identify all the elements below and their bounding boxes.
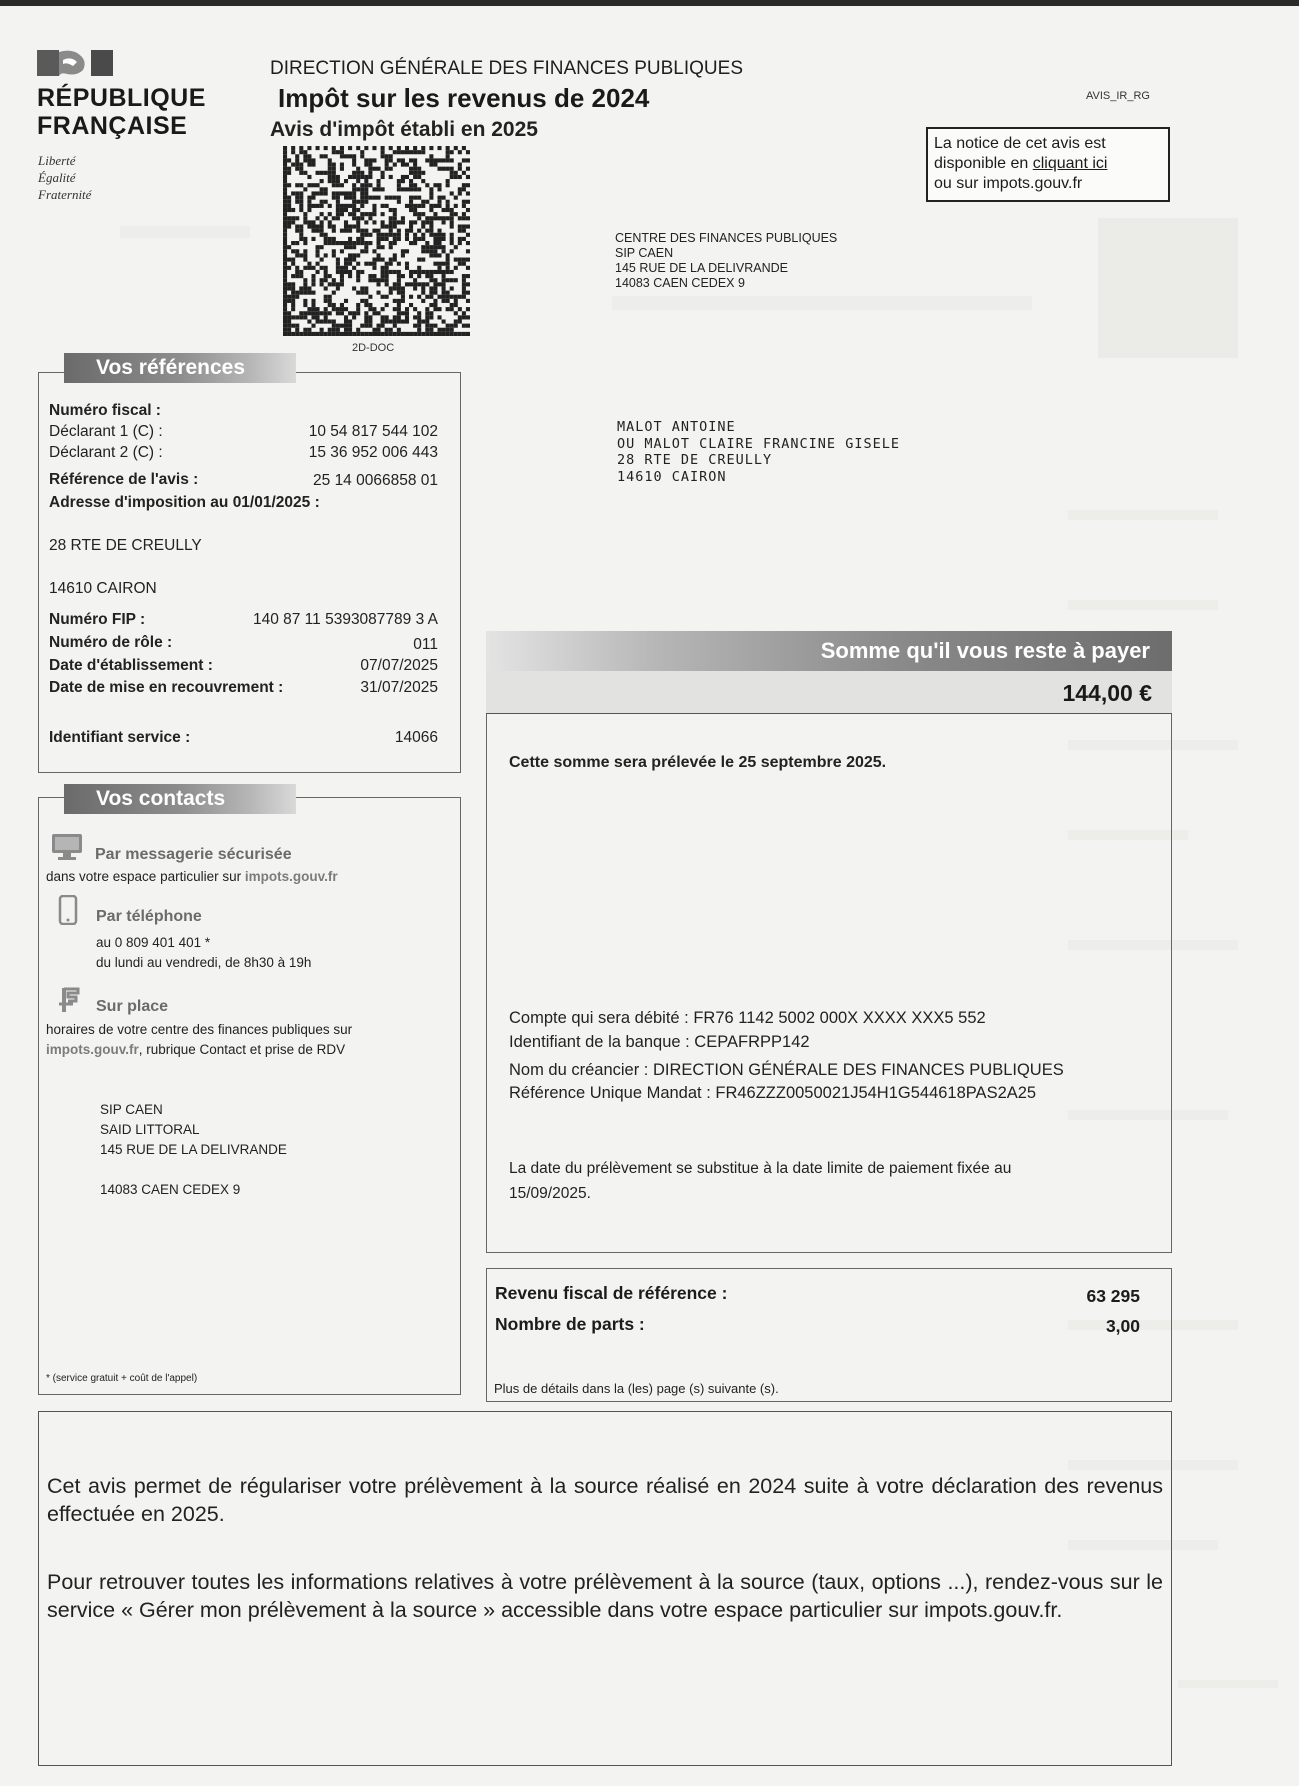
payment-title: Somme qu'il vous reste à payer bbox=[486, 631, 1172, 671]
service-value: 14066 bbox=[394, 729, 438, 746]
info-paragraph-2: Pour retrouver toutes les informations relatives à votre prélèvement à la source (taux, options ...), rendez-vous sur le service « Gérer mon prélèvement à la source » accessible dans votre espace particulier sur impots.gouv.fr. bbox=[47, 1570, 1163, 1622]
avis-code: AVIS_IR_RG bbox=[1086, 90, 1150, 102]
republique-francaise-logotype: RÉPUBLIQUE FRANÇAISE bbox=[37, 84, 206, 140]
contacts-title: Vos contacts bbox=[64, 784, 296, 814]
messagerie-text: dans votre espace particulier sur impots.gouv.fr bbox=[46, 869, 338, 884]
declarant1-value: 10 54 817 544 102 bbox=[308, 423, 438, 440]
2d-doc-label: 2D-DOC bbox=[352, 342, 395, 354]
declarant1-label: Déclarant 1 (C) : bbox=[49, 423, 163, 440]
place-link[interactable]: impots.gouv.fr bbox=[46, 1042, 139, 1057]
reference-unique-mandat: Référence Unique Mandat : FR46ZZZ0050021J54H1G544618PAS2A25 bbox=[509, 1084, 1037, 1102]
substitution-line-1: La date du prélèvement se substitue à la date limite de paiement fixée au bbox=[509, 1160, 1012, 1177]
declarant2-label: Déclarant 2 (C) : bbox=[49, 444, 163, 461]
notice-line-2: disponible en cliquant ici bbox=[934, 155, 1108, 172]
place-text-2: impots.gouv.fr, rubrique Contact et prise de RDV bbox=[46, 1042, 346, 1057]
service-label: Identifiant service : bbox=[49, 729, 191, 746]
contacts-footnote: * (service gratuit + coût de l'appel) bbox=[46, 1373, 198, 1384]
compte-debite: Compte qui sera débité : FR76 1142 5002 000X XXXX XXX5 552 bbox=[509, 1009, 986, 1027]
declarant2-value: 15 36 952 006 443 bbox=[308, 444, 438, 461]
recouvrement-value: 31/07/2025 bbox=[360, 679, 438, 696]
adresse-line-2: 14610 CAIRON bbox=[49, 580, 157, 597]
fip-value: 140 87 11 5393087789 3 A bbox=[252, 611, 438, 628]
nom-creancier: Nom du créancier : DIRECTION GÉNÉRALE DES FINANCES PUBLIQUES bbox=[509, 1061, 1064, 1079]
rfr-value: 63 295 bbox=[1086, 1286, 1140, 1306]
numero-fiscal-label: Numéro fiscal : bbox=[49, 402, 161, 419]
role-value: 011 bbox=[413, 636, 438, 653]
fip-label: Numéro FIP : bbox=[49, 611, 146, 628]
details-text: Plus de détails dans la (les) page (s) suivante (s). bbox=[494, 1381, 779, 1396]
messagerie-heading: Par messagerie sécurisée bbox=[95, 846, 292, 863]
marianne-logo-icon bbox=[37, 48, 113, 78]
notice-box bbox=[926, 127, 1170, 202]
adresse-imposition-label: Adresse d'imposition au 01/01/2025 : bbox=[49, 494, 320, 511]
parts-label: Nombre de parts : bbox=[495, 1314, 645, 1334]
contact-address: SIP CAEN SAID LITTORAL 145 RUE DE LA DELIVRANDE 14083 CAEN CEDEX 9 bbox=[100, 1102, 287, 1197]
notice-line-1: La notice de cet avis est bbox=[934, 135, 1106, 152]
notice-link[interactable]: cliquant ici bbox=[1032, 155, 1108, 172]
motto: Liberté Égalité Fraternité bbox=[38, 153, 92, 202]
recouvrement-label: Date de mise en recouvrement : bbox=[49, 679, 284, 696]
tax-office-address: CENTRE DES FINANCES PUBLIQUES SIP CAEN 145 RUE DE LA DELIVRANDE 14083 CAEN CEDEX 9 bbox=[615, 231, 838, 290]
references-title: Vos références bbox=[64, 353, 296, 383]
document-title: Impôt sur les revenus de 2024 bbox=[278, 83, 650, 113]
messagerie-link[interactable]: impots.gouv.fr bbox=[244, 869, 338, 884]
telephone-heading: Par téléphone bbox=[96, 908, 202, 925]
telephone-number: au 0 809 401 401 * bbox=[96, 935, 211, 950]
parts-value: 3,00 bbox=[1105, 1316, 1140, 1336]
payment-amount-bar bbox=[486, 671, 1172, 714]
prelevement-date: Cette somme sera prélevée le 25 septembre 2025. bbox=[509, 754, 887, 771]
place-text-1: horaires de votre centre des finances publiques sur bbox=[46, 1022, 353, 1037]
recipient-address: MALOT ANTOINE OU MALOT CLAIRE FRANCINE GISELE 28 RTE DE CREULLY 14610 CAIRON bbox=[617, 419, 900, 485]
adresse-line-1: 28 RTE DE CREULLY bbox=[49, 537, 202, 554]
reference-avis-label: Référence de l'avis : bbox=[49, 471, 199, 488]
notice-line-3: ou sur impots.gouv.fr bbox=[934, 175, 1083, 192]
public-finance-icon bbox=[58, 986, 80, 1014]
substitution-line-2: 15/09/2025. bbox=[509, 1185, 591, 1202]
role-label: Numéro de rôle : bbox=[49, 634, 173, 651]
rfr-label: Revenu fiscal de référence : bbox=[495, 1283, 728, 1303]
telephone-hours: du lundi au vendredi, de 8h30 à 19h bbox=[96, 955, 312, 970]
phone-icon bbox=[58, 895, 78, 925]
etablissement-label: Date d'établissement : bbox=[49, 657, 213, 674]
place-heading: Sur place bbox=[96, 998, 169, 1015]
2d-doc-barcode bbox=[283, 146, 470, 336]
document-subtitle: Avis d'impôt établi en 2025 bbox=[270, 118, 538, 141]
contacts-box bbox=[38, 797, 461, 1395]
computer-icon bbox=[50, 832, 84, 862]
info-paragraph-1: Cet avis permet de régulariser votre prélèvement à la source réalisé en 2024 suite à votre déclaration des revenus effectuée en 2025. bbox=[47, 1474, 1163, 1526]
reference-avis-value: 25 14 0066858 01 bbox=[313, 472, 438, 489]
scan-edge bbox=[0, 0, 1299, 6]
etablissement-value: 07/07/2025 bbox=[360, 657, 438, 674]
dgfip-heading: DIRECTION GÉNÉRALE DES FINANCES PUBLIQUES bbox=[270, 58, 743, 79]
payment-amount: 144,00 € bbox=[1062, 680, 1152, 706]
identifiant-banque: Identifiant de la banque : CEPAFRPP142 bbox=[509, 1033, 810, 1051]
